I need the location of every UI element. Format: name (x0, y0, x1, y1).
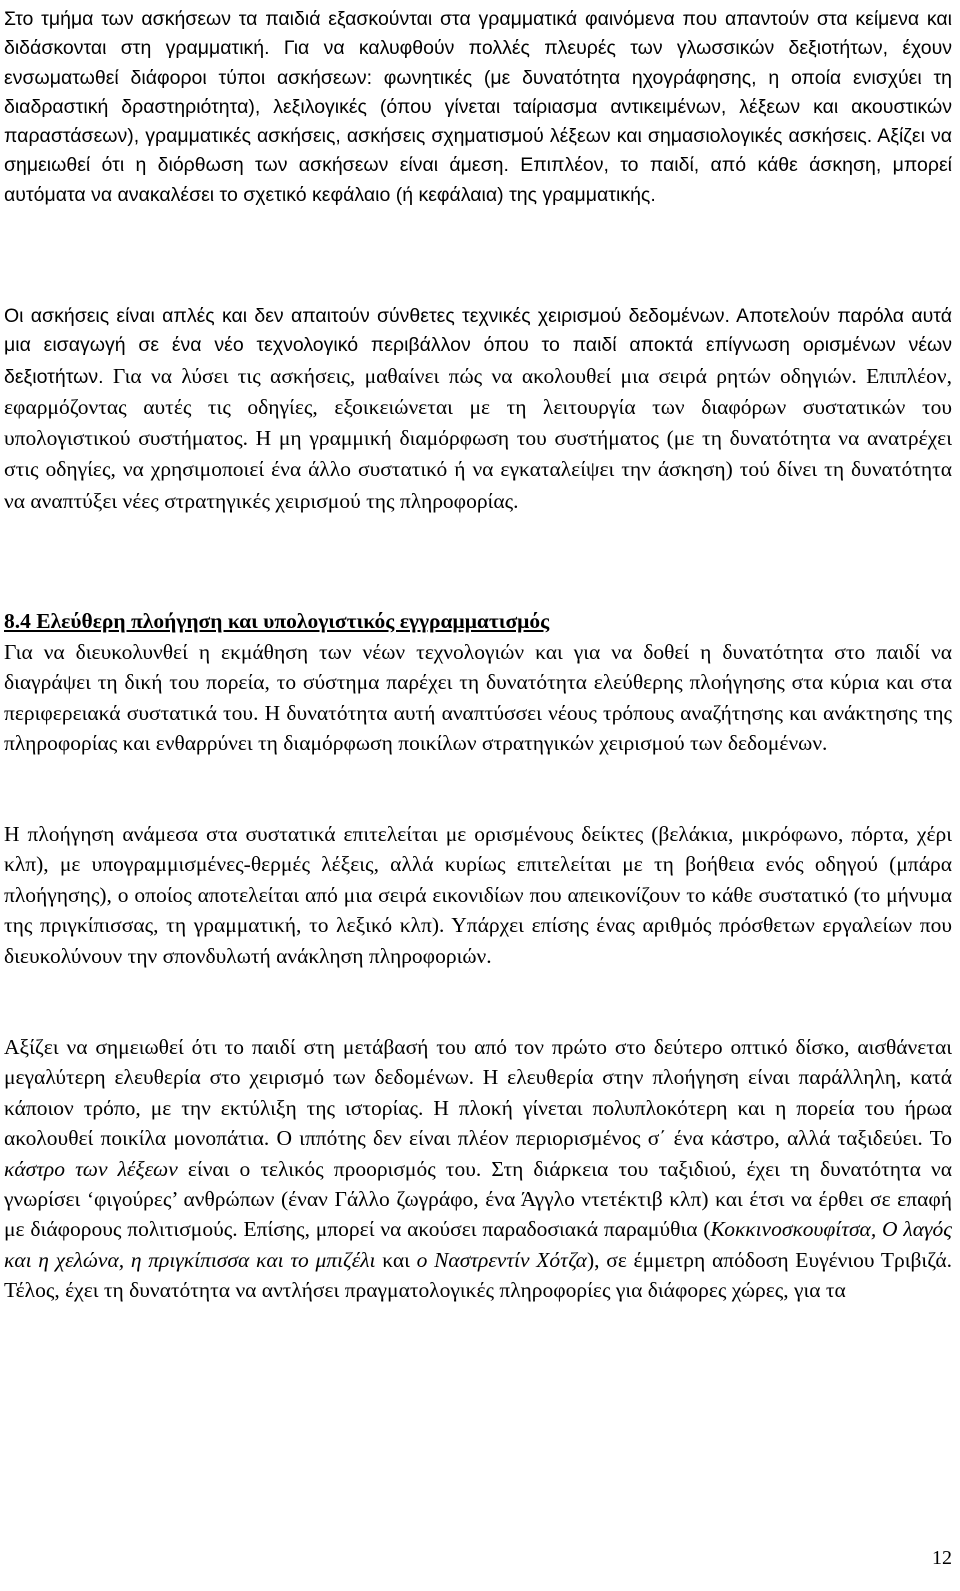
paragraph-simple-exercises (4, 302, 952, 517)
page-number: 12 (932, 1547, 952, 1569)
paragraph-simple-exercises-part2: Για να λύσει τις ασκήσεις, μαθαίνει πώς να ακολουθεί μια σειρά ρητών οδηγιών. Επιπλέον, εφαρμόζοντας αυτές τις οδηγίες, εξοικειώνεται με τη λειτουργία των διαφόρων συστατικών του υπολογιστικού συστήματος. Η μη γραμμική διαμόρφωση του συστήματος (με τη δυνατότητα να ανατρέχει στις οδηγίες, να χρησιμοποιεί ένα άλλο συστατικό ή να εγκαταλείψει την άσκηση) τού δίνει τη δυνατότητα να αναπτύξει νέες στρατηγικές χειρισμού της πληροφορίας. (4, 363, 952, 513)
second-disc-text-1: Αξίζει να σημειωθεί ότι το παιδί στη μετάβασή του από τον πρώτο στο δεύτερο οπτικό δίσκο, αισθάνεται μεγαλύτερη ελευθερία στο χειρισμό των δεδομένων. Η ελευθερία στην πλοήγηση είναι παράλληλη, κατά κάποιον τρόπο, με την εκτύλιξη της ιστορίας. Η πλοκή γίνεται πολυπλοκότερη και η πορεία του ήρωα ακολουθεί ποικίλα μονοπάτια. Ο ιππότης δεν είναι πλέον περιορισμένος σ΄ ένα κάστρο, αλλά ταξιδεύει. Το (4, 1035, 952, 1151)
paragraph-navigation-indicators: Η πλοήγηση ανάμεσα στα συστατικά επιτελείται με ορισμένους δείκτες (βελάκια, μικρόφωνο, πόρτα, χέρι κλπ), με υπογραμμισμένες-θερμές λέξεις, αλλά κυρίως επιτελείται με τη βοήθεια ενός οδηγού (μπάρα πλοήγησης), ο οποίος αποτελείται από μια σειρά εικονιδίων που απεικονίζουν το κάθε συστατικό (το μήνυμα της πριγκίπισσας, τη γραμματική, το λεξικό κλπ). Υπάρχει επίσης ένας αριθμός πρόσθετων εργαλείων που διευκολύνουν την σπονδυλωτή ανάκληση πληροφοριών. (4, 822, 952, 968)
paragraph-free-navigation: Για να διευκολυνθεί η εκμάθηση των νέων τεχνολογιών και για να δοθεί η δυνατότητα στο παιδί να διαγράψει τη δική του πορεία, το σύστημα παρέχει τη δυνατότητα ελεύθερης πλοήγησης στα κύρια και στα περιφερειακά συστατικά του. Η δυνατότητα αυτή αναπτύσσει νέους τρόπους αναζήτησης και ανάκτησης της πληροφορίας και ενθαρρύνει τη διαμόρφωση ποικίλων στρατηγικών χειρισμού των δεδομένων. (4, 640, 952, 756)
second-disc-text-3: και (375, 1247, 417, 1272)
paragraph-exercises: Στο τμήμα των ασκήσεων τα παιδιά εξασκούνται στα γραμματικά φαινόμενα που απαντούν στα κείμενα και διδάσκονται στη γραμματική. Για να καλυφθούν πολλές πλευρές των γλωσσικών δεξιοτήτων, έχουν ενσωματωθεί διάφοροι τύποι ασκήσεων: φωνητικές (με δυνατότητα ηχογράφησης, η οποία ενισχύει τη διαδραστική δραστηριότητα), λεξιλογικές (όπου γίνεται ταίριασμα αντικειμένων, λέξεων και ακουστικών παραστάσεων), γραμματικές ασκήσεις, ασκήσεις σχηματισμού λέξεων και σημασιολογικές ασκήσεις. Αξίζει να σημειωθεί ότι η διόρθωση των ασκήσεων είναι άμεση. Επιπλέον, το παιδί, από κάθε άσκηση, μπορεί αυτόματα να ανακαλέσει το σχετικό κεφάλαιο (ή κεφάλαια) της γραμματικής. (4, 8, 952, 206)
paragraph-simple-exercises-part1: Οι ασκήσεις είναι απλές και δεν απαιτούν σύνθετες τεχνικές χειρισμού δεδομένων. Αποτελούν παρόλα αυτά μια εισαγωγή σε ένα νέο τεχνολογικό περιβάλλον όπου το παιδί αποκτά επίγνωση ορισμένων νέων δεξιοτήτων. (4, 305, 952, 388)
paragraph-second-disc (4, 1032, 952, 1306)
fairy-tale-titles: Κοκκινοσκουφίτσα, Ο λαγός και η χελώνα, η πριγκίπισσα και το μπιζέλι (4, 1217, 952, 1272)
second-disc-text-4: ), σε έμμετρη απόδοση Ευγένιου Τριβιζά. Τέλος, έχει τη δυνατότητα να αντλήσει πραγματολογικές πληροφορίες για διάφορες χώρες, για τα (4, 1247, 952, 1303)
castle-of-words-title: κάστρο των λέξεων (4, 1156, 178, 1181)
nasreddin-title: ο Ναστρεντίν Χότζα (416, 1247, 587, 1272)
section-heading: 8.4 Ελεύθερη πλοήγηση και υπολογιστικός εγγραμματισμός (4, 609, 550, 633)
second-disc-text-2: είναι ο τελικός προορισμός του. Στη διάρκεια του ταξιδιού, έχει τη δυνατότητα να γνωρίσει ‘φιγούρες’ ανθρώπων (έναν Γάλλο ζωγράφο, ένα Άγγλο ντετέκτιβ κλπ) και έτσι να έρθει σε επαφή με διάφορους πολιτισμούς. Επίσης, μπορεί να ακούσει παραδοσιακά παραμύθια ( (4, 1156, 953, 1242)
